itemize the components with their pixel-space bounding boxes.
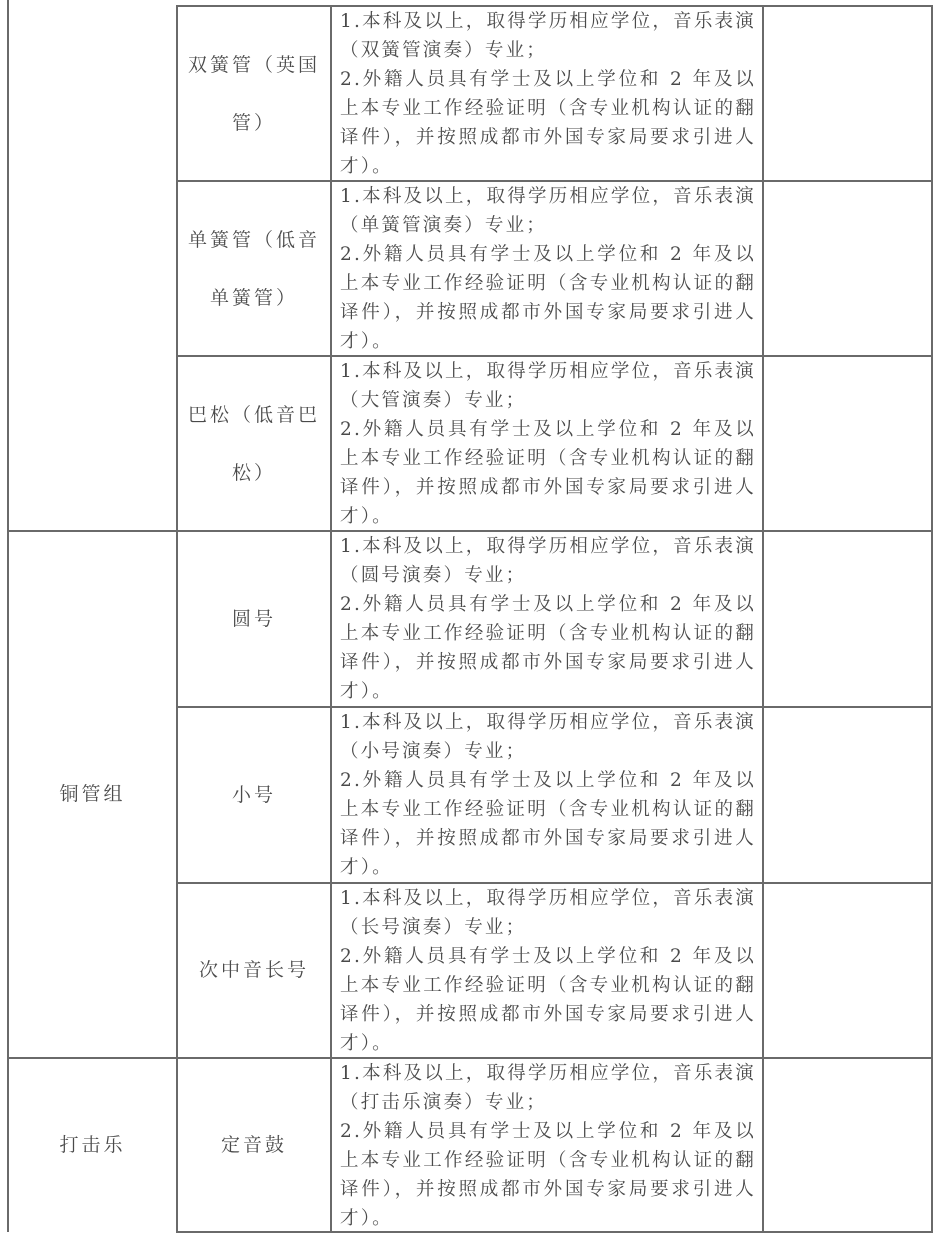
instrument-name-line: 巴松（低音巴 (187, 403, 320, 426)
instrument-cell (178, 884, 330, 1057)
instrument-name-line: 次中音长号 (198, 959, 309, 981)
instrument-name-line: 定音鼓 (220, 1133, 287, 1156)
remark-cell (764, 357, 931, 530)
requirement-degree: 1.本科及以上，取得学历相应学位，音乐表演（单簧管演奏）专业； (340, 186, 756, 236)
remark-cell (764, 532, 931, 706)
instrument-cell (178, 708, 330, 882)
requirement-cell (332, 708, 762, 882)
remark-cell (764, 708, 931, 882)
requirement-foreign: 2.外籍人员具有学士及以上学位和 2 年及以上本专业工作经验证明（含专业机构认证的翻译件），并按照成都市外国专家局要求引进人才）。 (340, 1121, 756, 1229)
instrument-name-line: 小号 (231, 783, 276, 806)
remark-cell (764, 884, 931, 1057)
remark-cell (764, 1059, 931, 1231)
requirement-foreign: 2.外籍人员具有学士及以上学位和 2 年及以上本专业工作经验证明（含专业机构认证的翻译件），并按照成都市外国专家局要求引进人才）。 (340, 770, 756, 878)
instrument-cell (178, 1059, 330, 1231)
group-label: 打击乐 (59, 1133, 126, 1156)
requirement-foreign: 2.外籍人员具有学士及以上学位和 2 年及以上本专业工作经验证明（含专业机构认证的翻译件），并按照成都市外国专家局要求引进人才）。 (340, 946, 756, 1054)
group-cell-brass (9, 532, 176, 1057)
group-cell (9, 0, 176, 530)
requirement-cell (332, 7, 762, 180)
instrument-name-line: 圆号 (231, 607, 276, 630)
remark-cell (764, 182, 931, 355)
requirement-foreign: 2.外籍人员具有学士及以上学位和 2 年及以上本专业工作经验证明（含专业机构认证的翻译件），并按照成都市外国专家局要求引进人才）。 (340, 594, 756, 702)
requirement-cell (332, 1059, 762, 1231)
instrument-cell (178, 7, 330, 180)
instrument-name-line: 单簧管） (209, 286, 298, 309)
requirement-cell (332, 884, 762, 1057)
table-border-right (931, 5, 933, 1232)
instrument-cell (178, 532, 330, 706)
group-cell-percussion (9, 1059, 176, 1231)
requirement-cell (332, 357, 762, 530)
instrument-cell (178, 182, 330, 355)
requirement-degree: 1.本科及以上，取得学历相应学位，音乐表演（小号演奏）专业； (340, 712, 756, 762)
requirement-degree: 1.本科及以上，取得学历相应学位，音乐表演（圆号演奏）专业； (340, 536, 756, 586)
group-label: 铜管组 (59, 783, 126, 805)
requirement-degree: 1.本科及以上，取得学历相应学位，音乐表演（长号演奏）专业； (340, 888, 756, 938)
requirement-cell (332, 182, 762, 355)
instrument-name-line: 管） (231, 111, 276, 134)
requirement-degree: 1.本科及以上，取得学历相应学位，音乐表演（双簧管演奏）专业； (340, 11, 756, 61)
requirement-foreign: 2.外籍人员具有学士及以上学位和 2 年及以上本专业工作经验证明（含专业机构认证的翻译件），并按照成都市外国专家局要求引进人才）。 (340, 69, 756, 177)
requirement-degree: 1.本科及以上，取得学历相应学位，音乐表演（打击乐演奏）专业； (340, 1063, 756, 1113)
requirement-degree: 1.本科及以上，取得学历相应学位，音乐表演（大管演奏）专业； (340, 361, 756, 411)
instrument-name-line: 松） (231, 461, 276, 484)
remark-cell (764, 7, 931, 180)
instrument-name-line: 双簧管（英国 (187, 53, 320, 76)
instrument-cell (178, 357, 330, 530)
requirement-cell (332, 532, 762, 706)
instrument-name-line: 单簧管（低音 (187, 228, 320, 251)
requirement-foreign: 2.外籍人员具有学士及以上学位和 2 年及以上本专业工作经验证明（含专业机构认证的翻译件），并按照成都市外国专家局要求引进人才）。 (340, 244, 756, 352)
requirement-foreign: 2.外籍人员具有学士及以上学位和 2 年及以上本专业工作经验证明（含专业机构认证的翻译件），并按照成都市外国专家局要求引进人才）。 (340, 419, 756, 527)
